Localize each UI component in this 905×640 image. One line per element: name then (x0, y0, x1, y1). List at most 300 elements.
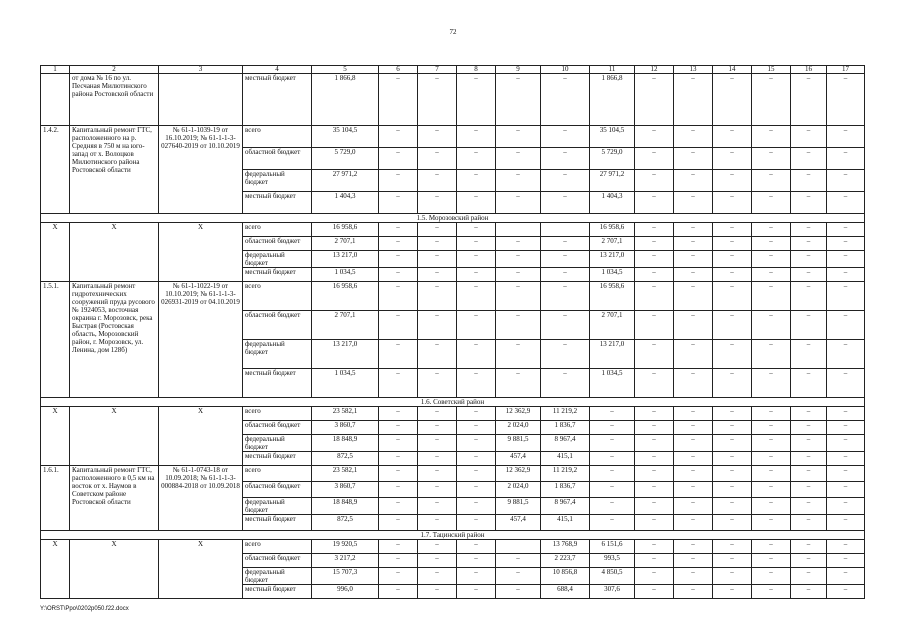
total-value: 996,0 (312, 585, 379, 599)
year-value: – (827, 340, 865, 369)
funding-source: областной бюджет (243, 421, 312, 435)
year-value: – (752, 74, 791, 126)
year-value: – (379, 268, 418, 282)
year-value: – (457, 282, 496, 311)
year-value: – (457, 585, 496, 599)
year-value: – (791, 223, 827, 237)
year-value: – (541, 192, 590, 214)
year-value: – (541, 268, 590, 282)
year-value: – (379, 192, 418, 214)
year-value: – (713, 585, 752, 599)
year-value: 2 707,1 (590, 237, 635, 251)
year-value: – (827, 74, 865, 126)
year-value: – (457, 237, 496, 251)
page-number: 72 (449, 28, 457, 36)
year-value: – (827, 126, 865, 148)
year-value: – (418, 268, 457, 282)
object-name: Капитальный ремонт ГТС, расположенного на р. Средняя в 750 м на юго-запад от х. Волоцков Милютинского района Ростовской области (70, 126, 159, 214)
year-value: – (752, 170, 791, 192)
total-value: 872,5 (312, 515, 379, 531)
column-number: 3 (159, 66, 243, 74)
year-value: – (674, 452, 713, 466)
year-value: – (418, 482, 457, 498)
year-value: – (496, 340, 541, 369)
year-value: – (457, 311, 496, 340)
year-value: – (752, 268, 791, 282)
funding-source: всего (243, 223, 312, 237)
total-value: 27 971,2 (312, 170, 379, 192)
year-value: 8 967,4 (541, 435, 590, 452)
year-value: – (674, 268, 713, 282)
year-value: – (635, 251, 674, 268)
year-value: 27 971,2 (590, 170, 635, 192)
year-value: 307,6 (590, 585, 635, 599)
year-value: 35 104,5 (590, 126, 635, 148)
column-number: 7 (418, 66, 457, 74)
budget-table (40, 65, 865, 599)
year-value: – (827, 268, 865, 282)
year-value: – (752, 223, 791, 237)
year-value: – (635, 421, 674, 435)
year-value: – (827, 540, 865, 554)
year-value: – (379, 311, 418, 340)
object-name: Х (70, 223, 159, 282)
year-value: – (791, 311, 827, 340)
year-value: – (635, 369, 674, 398)
year-value: – (541, 237, 590, 251)
year-value: 12 362,9 (496, 407, 541, 421)
funding-source: областной бюджет (243, 482, 312, 498)
year-value: – (541, 282, 590, 311)
year-value: – (496, 148, 541, 170)
year-value: – (496, 554, 541, 568)
year-value: – (791, 421, 827, 435)
approval-document: № 61-1-1022-19 от 10.10.2019; № 61-1-1-3-026931-2019 от 04.10.2019 (159, 282, 243, 398)
funding-source: федеральный бюджет (243, 568, 312, 585)
year-value: 5 729,0 (590, 148, 635, 170)
year-value: – (752, 237, 791, 251)
year-value: 2 024,0 (496, 482, 541, 498)
year-value: – (713, 268, 752, 282)
year-value: – (379, 435, 418, 452)
year-value: – (379, 540, 418, 554)
year-value: – (827, 170, 865, 192)
total-value: 16 958,6 (312, 282, 379, 311)
funding-source: федеральный бюджет (243, 498, 312, 515)
year-value: – (713, 452, 752, 466)
year-value: – (635, 148, 674, 170)
year-value: – (674, 237, 713, 251)
year-value: – (752, 466, 791, 482)
year-value: – (674, 540, 713, 554)
year-value: – (379, 568, 418, 585)
column-number: 4 (243, 66, 312, 74)
year-value: – (418, 223, 457, 237)
year-value: – (379, 237, 418, 251)
year-value: – (713, 540, 752, 554)
funding-source: всего (243, 126, 312, 148)
year-value: – (827, 568, 865, 585)
year-value: – (635, 223, 674, 237)
year-value: 2 024,0 (496, 421, 541, 435)
year-value: – (752, 282, 791, 311)
year-value: 1 866,8 (590, 74, 635, 126)
year-value: – (791, 515, 827, 531)
year-value: – (635, 311, 674, 340)
year-value: – (791, 74, 827, 126)
year-value: – (379, 170, 418, 192)
year-value: 2 223,7 (541, 554, 590, 568)
year-value: – (541, 74, 590, 126)
year-value: – (827, 311, 865, 340)
column-number: 1 (41, 66, 70, 74)
year-value: – (713, 192, 752, 214)
year-value: – (827, 251, 865, 268)
year-value: – (496, 268, 541, 282)
year-value: – (457, 148, 496, 170)
year-value (496, 223, 541, 237)
year-value: – (713, 148, 752, 170)
year-value: – (635, 554, 674, 568)
year-value: – (713, 74, 752, 126)
year-value: – (457, 540, 496, 554)
year-value: – (791, 466, 827, 482)
table-row (41, 223, 865, 237)
year-value: – (457, 170, 496, 192)
year-value: – (541, 126, 590, 148)
year-value: – (674, 435, 713, 452)
year-value: – (674, 421, 713, 435)
total-value: 2 707,1 (312, 311, 379, 340)
year-value: – (752, 251, 791, 268)
year-value: – (674, 126, 713, 148)
year-value: 13 217,0 (590, 251, 635, 268)
year-value: – (541, 311, 590, 340)
year-value: – (496, 311, 541, 340)
year-value: – (713, 311, 752, 340)
year-value: 16 958,6 (590, 282, 635, 311)
year-value: – (418, 126, 457, 148)
year-value: – (791, 282, 827, 311)
year-value: – (674, 585, 713, 599)
item-number: 1.6.1. (41, 466, 70, 531)
item-number: Х (41, 407, 70, 466)
year-value: – (635, 540, 674, 554)
year-value: – (674, 482, 713, 498)
funding-source: местный бюджет (243, 268, 312, 282)
year-value: – (674, 554, 713, 568)
year-value: – (713, 435, 752, 452)
year-value: – (752, 192, 791, 214)
total-value: 3 860,7 (312, 482, 379, 498)
year-value: – (713, 498, 752, 515)
year-value: – (674, 466, 713, 482)
year-value: 10 856,8 (541, 568, 590, 585)
year-value: – (827, 466, 865, 482)
year-value: – (827, 482, 865, 498)
year-value: – (457, 421, 496, 435)
table-row (41, 540, 865, 554)
year-value: – (635, 466, 674, 482)
year-value: – (791, 192, 827, 214)
funding-source: областной бюджет (243, 148, 312, 170)
year-value: – (674, 251, 713, 268)
year-value: – (379, 282, 418, 311)
year-value: – (590, 452, 635, 466)
year-value: – (379, 585, 418, 599)
year-value: – (457, 126, 496, 148)
year-value: – (752, 126, 791, 148)
year-value: – (457, 515, 496, 531)
year-value: – (674, 340, 713, 369)
item-number: 1.4.2. (41, 126, 70, 214)
year-value: – (418, 435, 457, 452)
year-value: – (674, 192, 713, 214)
total-value: 13 217,0 (312, 251, 379, 268)
year-value: – (674, 223, 713, 237)
year-value: – (590, 421, 635, 435)
table-row (41, 126, 865, 148)
year-value: – (713, 515, 752, 531)
year-value: – (418, 192, 457, 214)
year-value: 993,5 (590, 554, 635, 568)
year-value: – (590, 435, 635, 452)
year-value: – (496, 237, 541, 251)
funding-source: областной бюджет (243, 554, 312, 568)
year-value: – (827, 369, 865, 398)
total-value: 13 217,0 (312, 340, 379, 369)
year-value: – (752, 435, 791, 452)
total-value: 35 104,5 (312, 126, 379, 148)
year-value: – (418, 421, 457, 435)
year-value: – (496, 369, 541, 398)
total-value: 872,5 (312, 452, 379, 466)
year-value: – (674, 498, 713, 515)
column-number: 6 (379, 66, 418, 74)
year-value: – (457, 482, 496, 498)
year-value: 415,1 (541, 515, 590, 531)
year-value: – (827, 515, 865, 531)
section-title: 1.6. Советский район (41, 398, 865, 407)
year-value: – (457, 74, 496, 126)
year-value: – (418, 311, 457, 340)
year-value: – (635, 515, 674, 531)
total-value: 3 217,2 (312, 554, 379, 568)
year-value: – (713, 466, 752, 482)
year-value: – (635, 452, 674, 466)
column-number: 11 (590, 66, 635, 74)
year-value: – (791, 369, 827, 398)
total-value: 2 707,1 (312, 237, 379, 251)
year-value: 8 967,4 (541, 498, 590, 515)
year-value: – (713, 369, 752, 398)
year-value: – (418, 540, 457, 554)
year-value: – (674, 369, 713, 398)
year-value: – (457, 407, 496, 421)
year-value: – (418, 282, 457, 311)
year-value: – (713, 554, 752, 568)
total-value: 23 582,1 (312, 466, 379, 482)
year-value: – (379, 421, 418, 435)
year-value: – (752, 498, 791, 515)
year-value: – (752, 340, 791, 369)
year-value: 1 034,5 (590, 268, 635, 282)
year-value: – (791, 126, 827, 148)
object-name: Х (70, 407, 159, 466)
year-value: – (496, 568, 541, 585)
year-value: – (379, 223, 418, 237)
funding-source: федеральный бюджет (243, 435, 312, 452)
year-value: – (635, 192, 674, 214)
year-value: – (457, 466, 496, 482)
year-value: – (791, 407, 827, 421)
column-number: 15 (752, 66, 791, 74)
year-value: – (541, 251, 590, 268)
year-value: – (418, 148, 457, 170)
year-value: – (674, 407, 713, 421)
funding-source: всего (243, 407, 312, 421)
year-value: 6 151,6 (590, 540, 635, 554)
year-value: – (541, 170, 590, 192)
year-value: – (418, 452, 457, 466)
year-value (496, 540, 541, 554)
total-value: 5 729,0 (312, 148, 379, 170)
year-value: – (791, 540, 827, 554)
year-value: – (496, 585, 541, 599)
year-value: – (379, 482, 418, 498)
year-value: – (827, 554, 865, 568)
year-value: 1 836,7 (541, 482, 590, 498)
year-value: – (827, 223, 865, 237)
year-value: – (635, 585, 674, 599)
year-value: – (713, 340, 752, 369)
year-value: – (674, 74, 713, 126)
year-value: – (496, 74, 541, 126)
year-value: – (827, 237, 865, 251)
year-value: 457,4 (496, 452, 541, 466)
year-value: – (791, 170, 827, 192)
total-value: 15 707,3 (312, 568, 379, 585)
section-title: 1.5. Морозовский район (41, 214, 865, 223)
object-name: Х (70, 540, 159, 599)
funding-source: областной бюджет (243, 237, 312, 251)
year-value: – (635, 435, 674, 452)
section-row (41, 214, 865, 223)
year-value: – (457, 435, 496, 452)
year-value: – (590, 498, 635, 515)
funding-source: местный бюджет (243, 192, 312, 214)
year-value: – (418, 568, 457, 585)
year-value: – (827, 585, 865, 599)
year-value: – (713, 407, 752, 421)
table-row (41, 282, 865, 311)
year-value: 457,4 (496, 515, 541, 531)
year-value: – (541, 148, 590, 170)
year-value: – (496, 282, 541, 311)
column-number: 14 (713, 66, 752, 74)
year-value: – (457, 554, 496, 568)
year-value: – (752, 515, 791, 531)
object-name: Капитальный ремонт ГТС, расположенного в 0,5 км на восток от х. Наумов в Советском районе Ростовской области (70, 466, 159, 531)
year-value: – (379, 466, 418, 482)
year-value: – (791, 585, 827, 599)
year-value: – (418, 554, 457, 568)
column-number: 9 (496, 66, 541, 74)
year-value: – (752, 421, 791, 435)
total-value: 19 920,5 (312, 540, 379, 554)
funding-source: всего (243, 282, 312, 311)
year-value: – (713, 282, 752, 311)
year-value: – (635, 237, 674, 251)
year-value: – (752, 568, 791, 585)
year-value: – (791, 482, 827, 498)
year-value: – (791, 251, 827, 268)
column-number: 17 (827, 66, 865, 74)
column-number-row (41, 66, 865, 74)
year-value: – (713, 568, 752, 585)
year-value: – (674, 170, 713, 192)
column-number: 10 (541, 66, 590, 74)
year-value: – (827, 498, 865, 515)
year-value: – (418, 340, 457, 369)
year-value: – (635, 407, 674, 421)
year-value: – (635, 282, 674, 311)
year-value: 688,4 (541, 585, 590, 599)
year-value: – (791, 452, 827, 466)
year-value: – (674, 148, 713, 170)
year-value: – (752, 407, 791, 421)
year-value: – (457, 498, 496, 515)
year-value: – (418, 237, 457, 251)
funding-source: всего (243, 466, 312, 482)
year-value: – (379, 126, 418, 148)
year-value: – (674, 515, 713, 531)
year-value: 13 217,0 (590, 340, 635, 369)
section-row (41, 398, 865, 407)
total-value: 18 848,9 (312, 498, 379, 515)
year-value: – (418, 498, 457, 515)
year-value: – (635, 268, 674, 282)
year-value: – (713, 482, 752, 498)
year-value: – (590, 466, 635, 482)
total-value: 1 034,5 (312, 369, 379, 398)
year-value (541, 223, 590, 237)
year-value: 4 850,5 (590, 568, 635, 585)
year-value: – (496, 170, 541, 192)
year-value: 11 219,2 (541, 407, 590, 421)
item-number: Х (41, 540, 70, 599)
total-value: 16 958,6 (312, 223, 379, 237)
year-value: – (791, 340, 827, 369)
year-value: – (752, 369, 791, 398)
year-value: – (457, 340, 496, 369)
year-value: – (496, 192, 541, 214)
year-value: – (674, 311, 713, 340)
year-value: 1 836,7 (541, 421, 590, 435)
year-value: – (635, 126, 674, 148)
year-value: 415,1 (541, 452, 590, 466)
year-value: – (379, 554, 418, 568)
year-value: – (635, 74, 674, 126)
year-value: – (752, 482, 791, 498)
approval-document: Х (159, 223, 243, 282)
approval-document: Х (159, 407, 243, 466)
year-value: 11 219,2 (541, 466, 590, 482)
funding-source: федеральный бюджет (243, 170, 312, 192)
table-row (41, 74, 865, 126)
year-value: – (827, 435, 865, 452)
year-value: – (827, 407, 865, 421)
